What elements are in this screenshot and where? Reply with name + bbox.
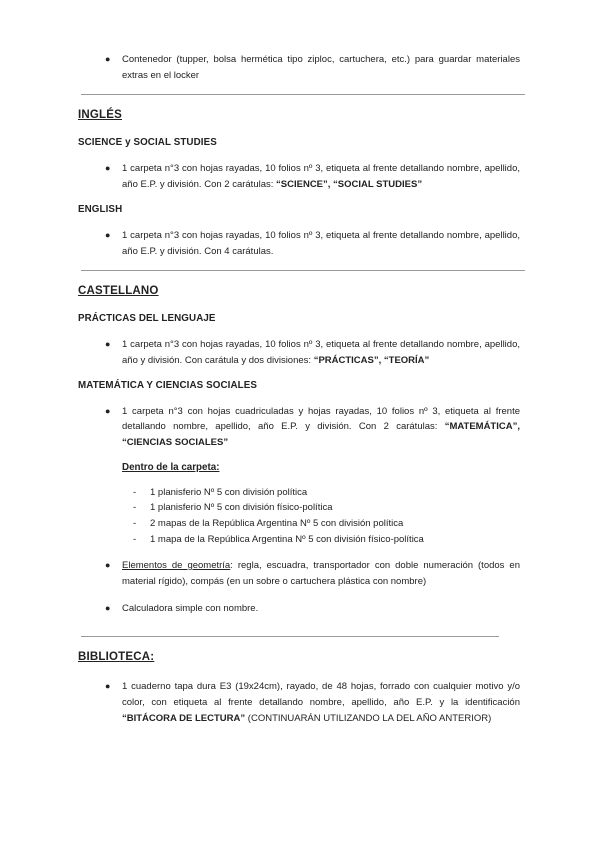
bullet-icon: ● [105,405,111,416]
dash-icon: - [133,502,137,514]
dash-icon: - [133,486,137,498]
text-run: Contenedor (tupper, bolsa hermética tipo ziploc, cartuchera, etc.) para guardar materiales extras en el locker [122,54,520,81]
bullet-item [105,337,520,368]
subject-heading: MATEMÁTICA Y CIENCIAS SOCIALES [78,379,257,391]
section-heading: INGLÉS [78,109,123,122]
bullet-icon: ● [105,54,111,64]
list-item-text [122,406,520,448]
bullet-item [105,558,520,589]
document-blocks [78,52,520,726]
text-run: 1 carpeta n°3 con hojas rayadas, 10 folios nº 3, etiqueta al frente detallando nombre, apellido, año y división. Con carátula y dos divisiones: [122,339,520,366]
list-item-text [150,518,403,529]
text-run: (CONTINUARÁN UTILIZANDO LA DEL AÑO ANTERIOR) [245,712,492,724]
text-run: 1 mapa de la República Argentina Nº 5 con división físico-política [150,533,424,545]
list-item-text [122,163,520,190]
dash-item [133,516,520,532]
bullet-item [105,679,520,726]
section-divider [81,94,525,95]
document-page [78,52,520,737]
text-run: 1 planisferio Nº 5 con división físico-política [150,502,333,514]
list-item-text [122,230,520,257]
list-item-text [122,681,520,723]
dash-item [133,500,520,516]
bullet-icon: ● [105,560,111,571]
bullet-item [105,161,520,192]
list-item-text [122,54,520,81]
subject-heading: SCIENCE y SOCIAL STUDIES [78,137,217,149]
text-run: 1 planisferio Nº 5 con división política [150,486,308,498]
bullet-icon: ● [105,602,111,613]
bullet-item [105,404,520,451]
text-run: : regla, escuadra, transportador con doble numeración (todos en material rígido), compás (en un sobre o cartuchera plástica con nombre) [122,560,520,587]
dash-item [133,485,520,501]
text-run: 1 carpeta n°3 con hojas rayadas, 10 folios nº 3, etiqueta al frente detallando nombre, apellido, año E.P. y división. Con 2 carátulas: [122,163,520,191]
subsection-heading: Dentro de la carpeta: [122,461,220,473]
bullet-icon: ● [105,681,111,692]
text-run: 1 cuaderno tapa dura E3 (19x24cm), rayado, de 48 hojas, forrado con cualquier motivo y/o color, con etiqueta al frente detallando nombre, apellido, año E.P. y la identificación [122,681,520,708]
dash-icon: - [133,533,137,545]
bullet-item [105,601,520,617]
text-run: 1 carpeta n°3 con hojas cuadriculadas y hojas rayadas, 10 folios nº 3, etiqueta al frente detallando nombre, apellido, año E.P. y división. Con 2 carátulas: [122,405,520,433]
subject-heading: PRÁCTICAS DEL LENGUAJE [78,313,216,325]
section-heading: CASTELLANO [78,285,159,298]
dash-icon: - [133,517,137,529]
text-run: “MATEMÁTICA”, “CIENCIAS SOCIALES” [122,421,520,449]
list-item-text [150,534,424,545]
bullet-icon: ● [105,229,111,240]
bullet-icon: ● [105,339,111,350]
section-divider [81,636,499,637]
text-run: Elementos de geometría [122,560,231,572]
subject-heading: ENGLISH [78,203,123,215]
list-item-text [150,502,332,513]
list-item-text [122,603,258,614]
bullet-icon: ● [105,163,111,174]
list-item-text [122,339,520,366]
bullet-item [105,52,520,83]
dash-item [133,532,520,548]
section-divider [81,270,525,271]
section-heading: BIBLIOTECA: [78,651,155,664]
text-run: “BITÁCORA DE LECTURA” [122,712,246,724]
text-run: “SCIENCE”, “SOCIAL STUDIES” [276,179,423,191]
bullet-item [105,228,520,259]
text-run: 2 mapas de la República Argentina Nº 5 con división política [150,517,404,529]
text-run: “PRÁCTICAS”, “TEORÍA” [313,354,430,366]
text-run: Calculadora simple con nombre. [122,602,259,614]
text-run: 1 carpeta n°3 con hojas rayadas, 10 folios nº 3, etiqueta al frente detallando nombre, apellido, año E.P. y división. Con 4 carátulas. [122,229,520,257]
list-item-text [122,560,520,587]
list-item-text [150,487,307,498]
